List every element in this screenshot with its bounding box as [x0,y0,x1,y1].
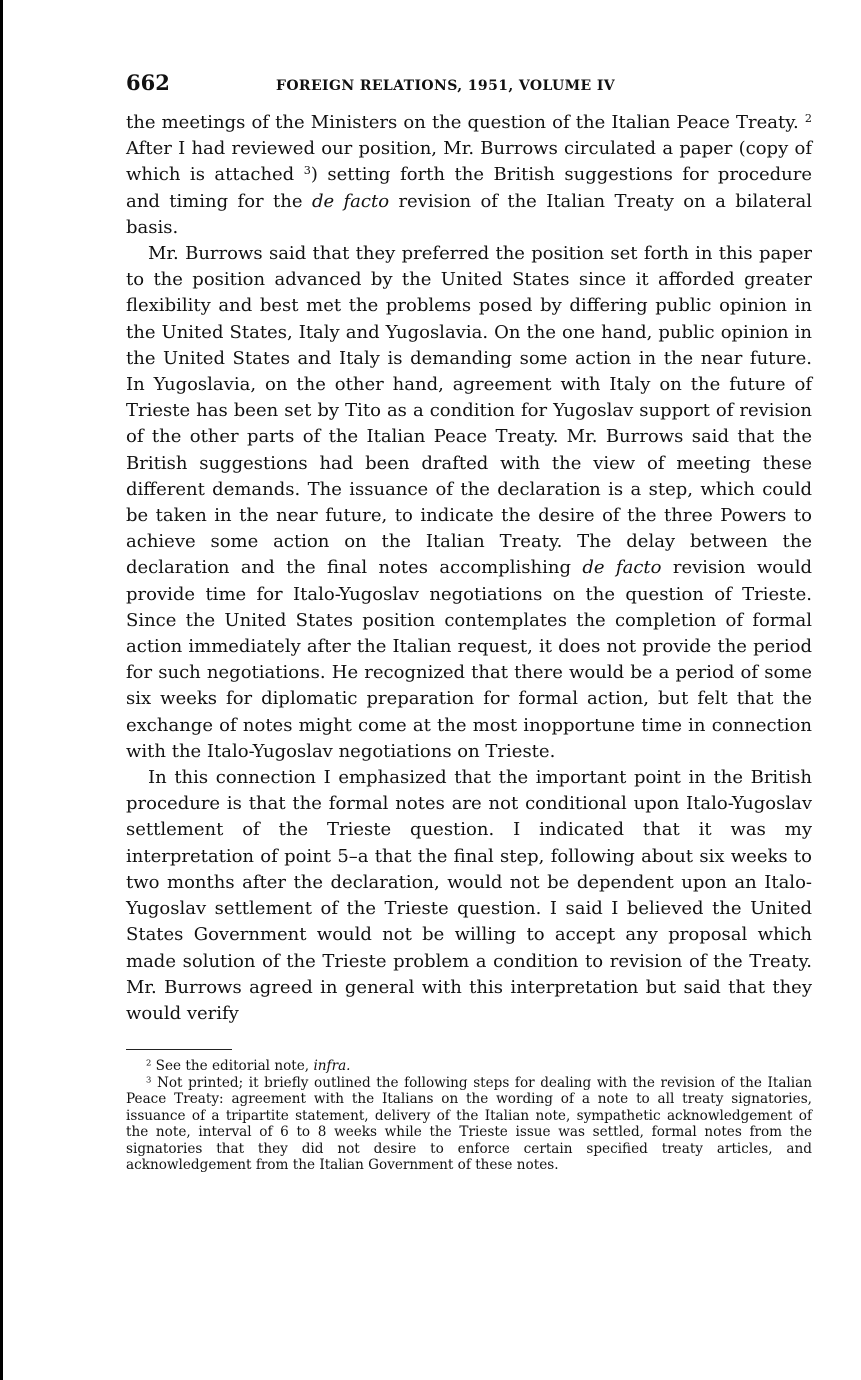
footnote-3 [126,1075,812,1174]
paragraph-1 [126,110,812,241]
scan-edge [0,0,3,1380]
footnote-2-text: See the editorial note, [151,1058,314,1075]
footnote-3-text: Not printed; it briefly outlined the following steps for dealing with the revision of the Italian Peace Treaty: agreement with the Italians on the wording of a note to all treaty signatories, issuance of a tripartite statement, delivery of the Italian note, sympathetic acknowledgement of the note, interval of 6 to 8 weeks while the Trieste issue was settled, formal notes from the signatories that they did not desire to enforce certain specified treaty articles, and acknowledgement from the Italian Government of these notes. [126,1074,812,1174]
paragraph-3-text: In this connection I emphasized that the important point in the British procedure is that the formal notes are not conditional upon Italo-Yugoslav settlement of the Trieste question. I indicated that it was my interpretation of point 5–a that the final step, following about six weeks to two months after the declaration, would not be dependent upon an Italo-Yugoslav settlement of the Trieste question. I said I believed the United States Government would not be willing to accept any proposal which made solution of the Trieste problem a condition to revision of the Treaty. Mr. Burrows agreed in general with this interpretation but said that they would verify [126,767,812,1024]
page-number: 662 [126,70,170,95]
footnote-3-number: 3 [146,1073,152,1084]
running-header [126,70,812,110]
paragraph-1-text-b: After I had reviewed our position, Mr. Burrows circulated a paper (copy of which is attached [126,138,812,186]
footnote-2-italic: infra. [313,1058,351,1075]
footnotes [126,1058,812,1174]
paragraph-2-text-a: Mr. Burrows said that they preferred the position set forth in this paper to the position advanced by the United States since it afforded greater flexibility and best met the problems posed by differing public opinion in the United States, Italy and Yugoslavia. On the one hand, public opinion in the United States and Italy is demanding some action in the near future. In Yugoslavia, on the other hand, agreement with Italy on the future of Trieste has been set by Tito as a condition for Yugoslav support of revision of the other parts of the Italian Peace Treaty. Mr. Burrows said that the British suggestions had been drafted with the view of meeting these different demands. The issuance of the declaration is a step, which could be taken in the near future, to indicate the desire of the three Powers to achieve some action on the Italian Treaty. The delay between the declaration and the final notes accomplishing [126,243,812,579]
footnote-ref-2[interactable]: 2 [804,111,812,125]
footnote-2 [126,1058,812,1075]
paragraph-1-text-c: ) setting forth the British suggestions for procedure and timing for the [126,164,813,212]
paragraph-1-italic: de facto [311,190,390,212]
paragraph-3 [126,765,812,1027]
paragraph-1-text-a: the meetings of the Ministers on the question of the Italian Peace Treaty. [126,112,799,133]
body-text [126,110,812,1027]
footnote-divider [126,1049,232,1050]
paragraph-2-text-b: revision would provide time for Italo-Yugoslav negotiations on the question of Trieste. Since the United States position contemplates the completion of formal action immediately after the Italian request, it does not provide the period for such negotiations. He recognized that there would be a period of some six weeks for diplomatic preparation for formal action, but felt that the exchange of notes might come at the most inopportune time in connection with the Italo-Yugoslav negotiations on Trieste. [126,557,812,762]
footnote-ref-3[interactable]: 3 [303,164,311,178]
footnote-2-number: 2 [146,1057,152,1068]
document-page [126,70,812,1174]
paragraph-1-text-d: revision of the Italian Treaty on a bilateral basis. [126,190,813,238]
header-title: FOREIGN RELATIONS, 1951, VOLUME IV [276,78,616,94]
paragraph-2 [126,241,812,765]
paragraph-2-italic: de facto [582,557,662,579]
